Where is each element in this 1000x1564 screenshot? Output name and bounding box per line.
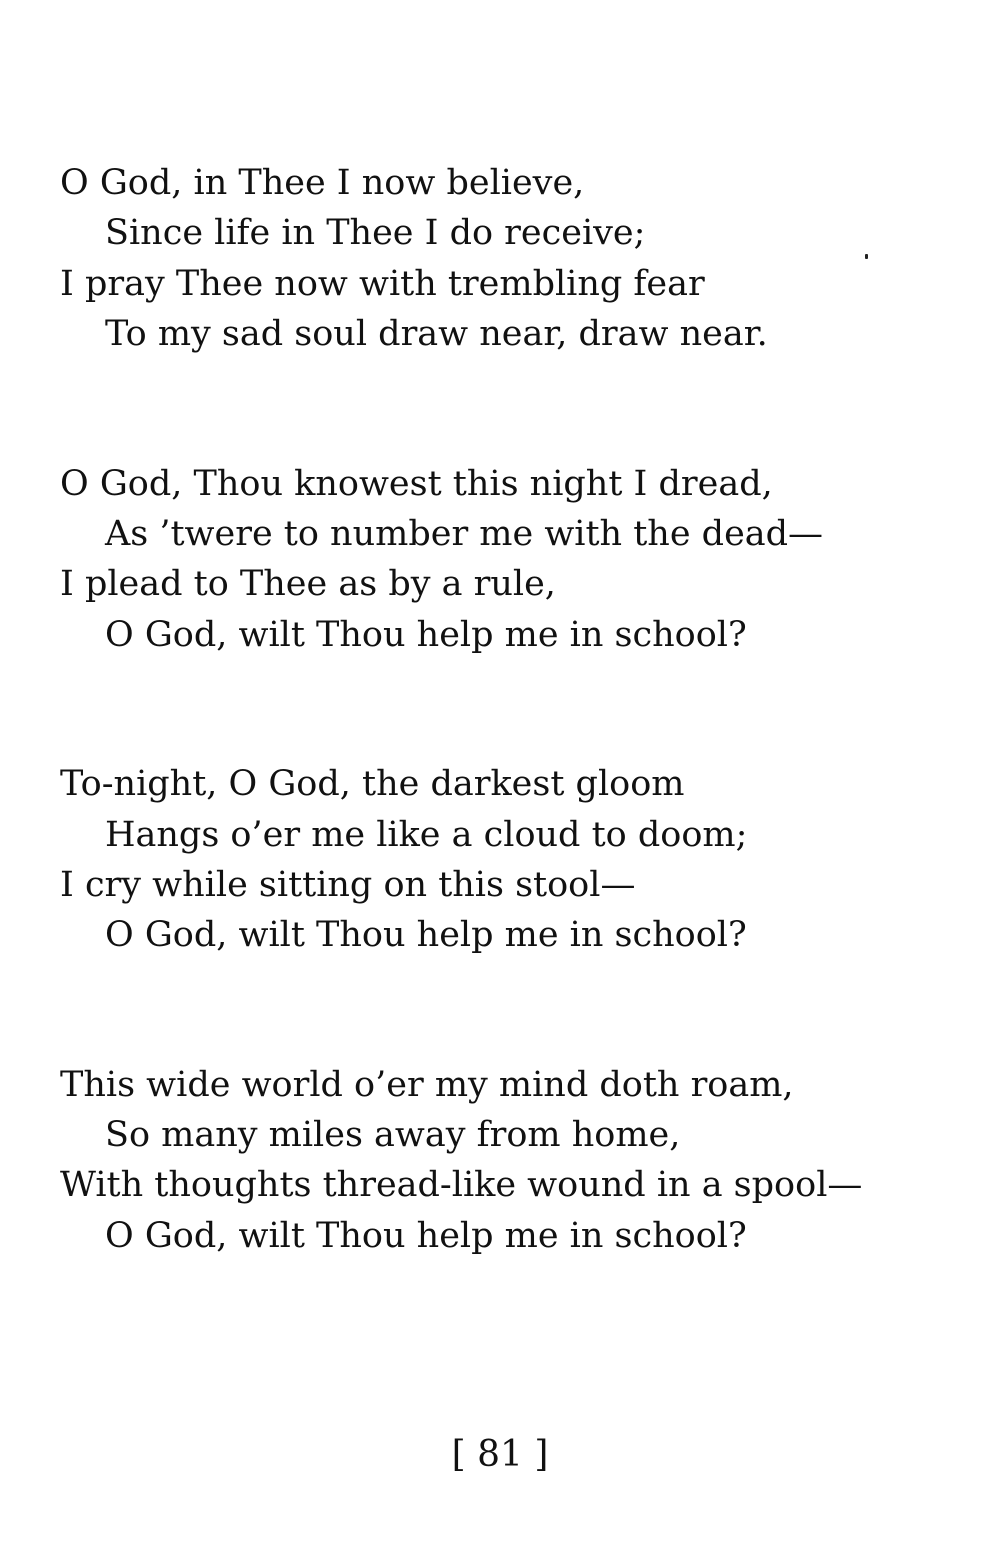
- poem-line: As ’twere to number me with the dead—: [105, 513, 824, 554]
- poem-line: O God, in Thee I now believe,: [60, 163, 585, 203]
- poem-line: This wide world o’er my mind doth roam,: [60, 1064, 794, 1105]
- ink-speck: [865, 254, 868, 259]
- poem-line: To-night, O God, the darkest gloom: [60, 764, 685, 805]
- poem: [0, 158, 1000, 1360]
- poem-line: O God, wilt Thou help me in school?: [105, 1215, 747, 1256]
- poem-line: Since life in Thee I do receive;: [105, 213, 646, 254]
- poem-line: I plead to Thee as by a rule,: [60, 564, 556, 605]
- poem-line: Hangs o’er me like a cloud to doom;: [105, 814, 748, 855]
- stanza-2: [0, 459, 1000, 661]
- poem-line: So many miles away from home,: [105, 1115, 681, 1156]
- poem-line: To my sad soul draw near, draw near.: [105, 314, 768, 355]
- poem-line: O God, wilt Thou help me in school?: [105, 614, 747, 655]
- stanza-1: [0, 158, 1000, 360]
- page-number: [ 81 ]: [451, 1434, 549, 1475]
- poem-line: With thoughts thread-like wound in a spool—: [60, 1165, 863, 1206]
- stanza-3: [0, 759, 1000, 961]
- poem-line: I cry while sitting on this stool—: [60, 864, 636, 905]
- poem-line: O God, Thou knowest this night I dread,: [60, 463, 773, 504]
- poem-line: O God, wilt Thou help me in school?: [105, 915, 747, 956]
- poem-line: I pray Thee now with trembling fear: [60, 263, 705, 304]
- stanza-4: [0, 1060, 1000, 1262]
